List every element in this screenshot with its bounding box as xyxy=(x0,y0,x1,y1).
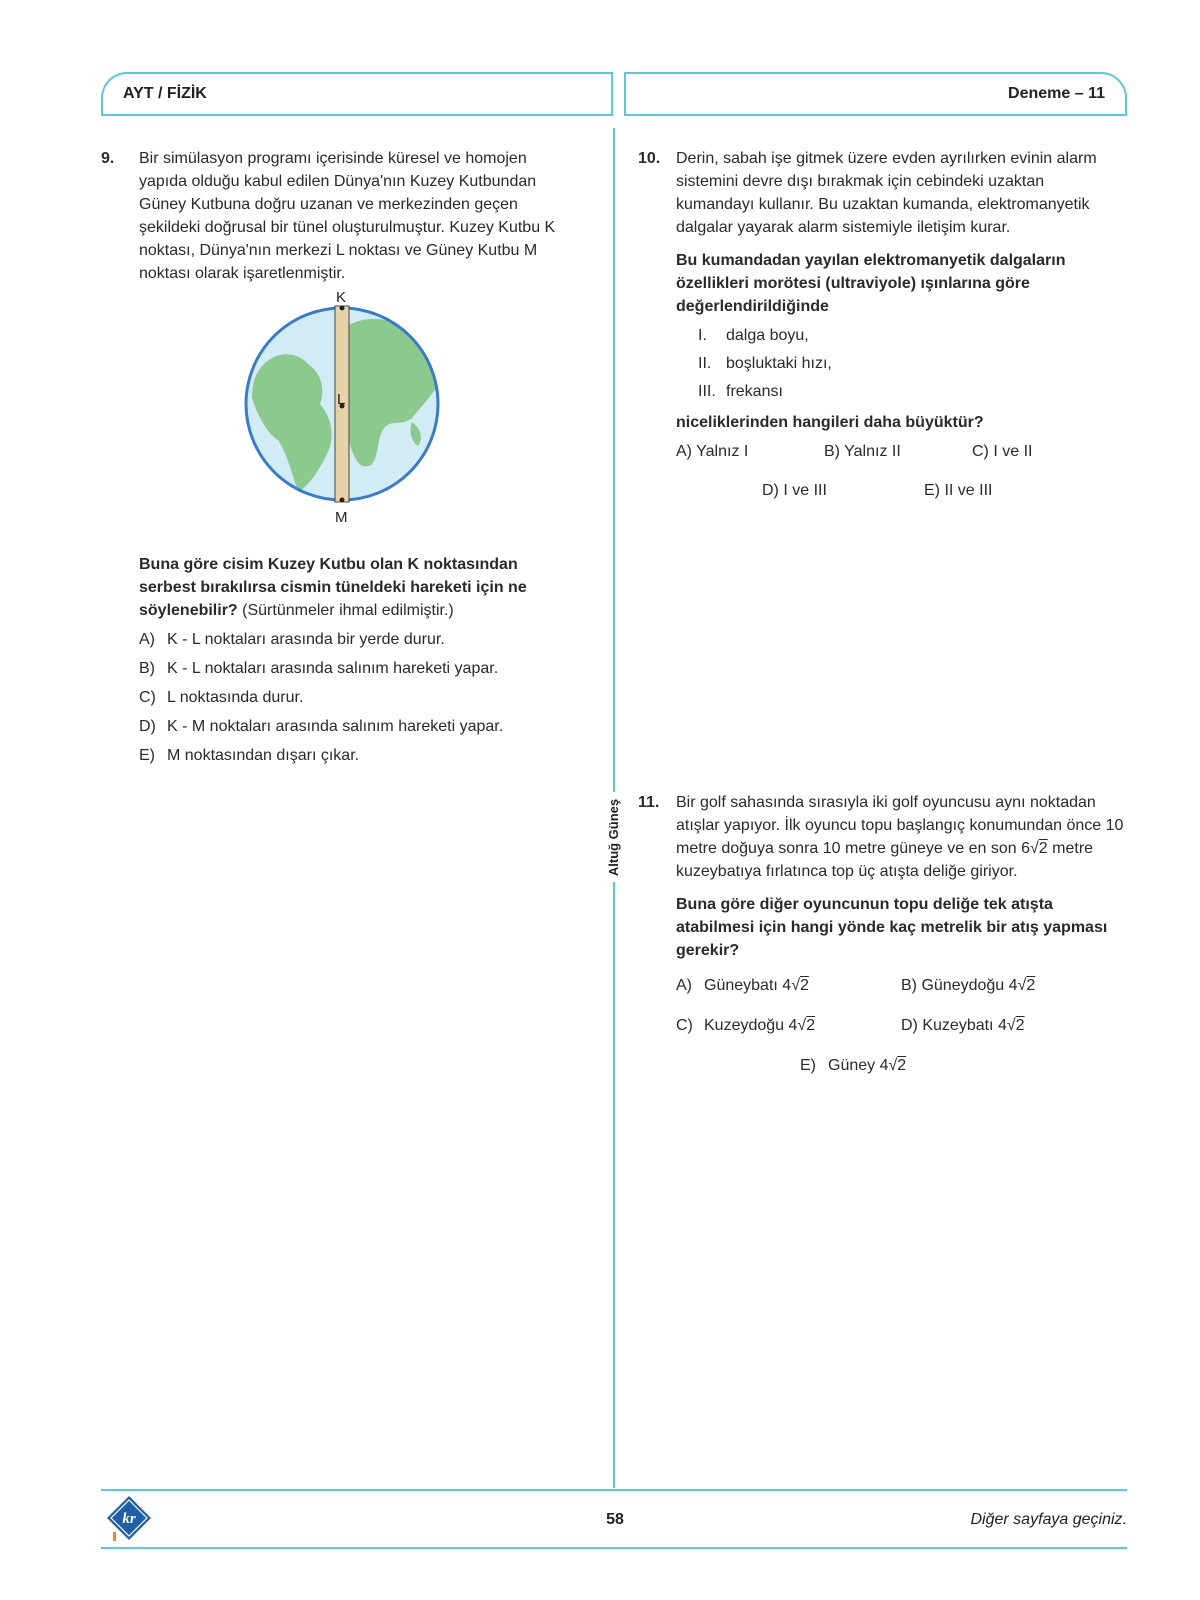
option-text: Güney xyxy=(828,1057,876,1074)
question-bold: Buna göre diğer oyuncunun topu deliğe tek atışta atabilmesi için hangi yönde kaç metrelik bir atış yapması gerekir? xyxy=(676,896,1108,959)
option-e[interactable] xyxy=(676,1054,1126,1077)
option-label: E) xyxy=(800,1057,816,1074)
coefficient: 6 xyxy=(1021,840,1031,857)
item-num: III. xyxy=(698,383,716,400)
radicand: 2 xyxy=(1026,977,1036,994)
option-label: D) xyxy=(901,1017,918,1034)
option-label: A) xyxy=(676,977,692,994)
question-bold: Bu kumandadan yayılan elektromanyetik dalgaların özellikleri morötesi (ultraviyole) ışınlarına göre değerlendirildiğinde xyxy=(676,252,1066,315)
option-label: C) xyxy=(676,1017,693,1034)
option-c[interactable] xyxy=(676,1014,901,1037)
radicand: 2 xyxy=(806,1017,816,1034)
question-number: 9. xyxy=(101,150,115,167)
label-m: M xyxy=(335,509,348,526)
option-label: B) xyxy=(901,977,917,994)
option-text: K - L noktaları arasında bir yerde durur. xyxy=(167,631,445,648)
option-text: Kuzeybatı xyxy=(922,1017,994,1034)
options-row-1 xyxy=(676,440,1120,463)
option-text: K - M noktaları arasında salınım hareketi yapar. xyxy=(167,718,504,735)
option-text: L noktasında durur. xyxy=(167,689,304,706)
subject-title: AYT / FİZİK xyxy=(123,85,207,102)
footer-bottom-line xyxy=(101,1547,1127,1549)
item-num: I. xyxy=(698,327,707,344)
question-11 xyxy=(638,791,1126,1077)
header-left-box xyxy=(101,72,611,116)
option-label: A) xyxy=(139,631,155,648)
question-9-prompt xyxy=(139,553,579,773)
option-text: Kuzeydoğu xyxy=(704,1017,785,1034)
option-text: M noktasından dışarı çıkar. xyxy=(167,747,360,764)
option-d[interactable]: D) I ve III xyxy=(762,482,827,499)
coefficient: 4 xyxy=(997,1017,1007,1034)
question-number: 11. xyxy=(638,794,660,811)
option-c[interactable]: C) I ve II xyxy=(972,443,1033,460)
option-text: K - L noktaları arasında salınım hareketi yapar. xyxy=(167,660,499,677)
sqrt-expression: 4√2 xyxy=(997,1017,1025,1034)
options-row-2 xyxy=(676,479,1120,502)
option-d[interactable] xyxy=(139,715,579,738)
option-b[interactable] xyxy=(901,974,1126,997)
sqrt-expression: 4√2 xyxy=(788,1017,816,1034)
item-ii xyxy=(698,352,1120,375)
radicand: 2 xyxy=(799,977,809,994)
header-right-box xyxy=(624,72,1127,116)
sqrt-expression: 4√2 xyxy=(879,1057,907,1074)
question-number: 10. xyxy=(638,150,661,167)
exam-title: Deneme – 11 xyxy=(1008,85,1105,102)
sqrt-expression: 4√2 xyxy=(1008,977,1036,994)
options-list xyxy=(139,628,579,767)
question-bold: Buna göre cisim Kuzey Kutbu olan K noktasından serbest bırakılırsa cismin tüneldeki hareketi için ne söylenebilir? xyxy=(139,556,527,619)
page-number: 58 xyxy=(606,1511,624,1528)
option-label: B) xyxy=(139,660,155,677)
option-a[interactable] xyxy=(676,974,901,997)
option-text: Güneydoğu xyxy=(921,977,1005,994)
question-text xyxy=(676,791,1126,883)
label-k: K xyxy=(336,292,347,306)
radicand: 2 xyxy=(1015,1017,1025,1034)
option-c[interactable] xyxy=(139,686,579,709)
roman-items xyxy=(698,324,1120,403)
question-text-part2: metre kuzeybatıya fırlatınca top üç atışta deliğe giriyor. xyxy=(676,840,1094,880)
option-b[interactable]: B) Yalnız II xyxy=(824,443,901,460)
question-note: (Sürtünmeler ihmal edilmiştir.) xyxy=(237,602,454,619)
sqrt-expression: 4√2 xyxy=(782,977,809,994)
logo-text: kr xyxy=(122,1511,136,1527)
option-text: Güneybatı xyxy=(704,977,778,994)
point-k-dot xyxy=(340,306,345,311)
question-text: Derin, sabah işe gitmek üzere evden ayrılırken evinin alarm sistemini devre dışı bırakmak için cebindeki uzaktan kumandayı kullanır. Bu uzaktan kumanda, elektromanyetik dalgalar yayarak alarm sistemiyle iletişim kurar. xyxy=(676,150,1097,236)
item-i xyxy=(698,324,1120,347)
footer-top-line xyxy=(101,1489,1127,1491)
option-d[interactable] xyxy=(901,1014,1126,1037)
sqrt-expression: 6√2 xyxy=(1021,840,1048,857)
point-m-dot xyxy=(340,498,345,503)
radicand: 2 xyxy=(1038,840,1048,857)
item-num: II. xyxy=(698,355,712,372)
coefficient: 4 xyxy=(879,1057,889,1074)
next-page-note: Diğer sayfaya geçiniz. xyxy=(970,1511,1127,1528)
item-text: dalga boyu, xyxy=(726,327,809,344)
radicand: 2 xyxy=(897,1057,907,1074)
item-text: boşluktaki hızı, xyxy=(726,355,832,372)
option-e[interactable] xyxy=(139,744,579,767)
option-label: E) xyxy=(139,747,155,764)
coefficient: 4 xyxy=(1008,977,1018,994)
label-l: L xyxy=(337,391,346,408)
author-label xyxy=(595,792,633,882)
item-text: frekansı xyxy=(726,383,783,400)
option-e[interactable]: E) II ve III xyxy=(924,482,993,499)
option-label: D) xyxy=(139,718,156,735)
question-end: niceliklerinden hangileri daha büyüktür? xyxy=(676,414,984,431)
question-10 xyxy=(638,147,1120,502)
coefficient: 4 xyxy=(788,1017,798,1034)
item-iii xyxy=(698,380,1120,403)
earth-tunnel-figure xyxy=(236,292,446,532)
question-text-part1: Bir golf sahasında sırasıyla iki golf oyuncusu aynı noktadan atışlar yapıyor. İlk oyuncu topu başlangıç konumundan önce 10 metre doğuya sonra 10 metre güneye ve en son xyxy=(676,794,1124,857)
publisher-logo xyxy=(105,1494,153,1542)
author-label-text: Altuğ Güneş xyxy=(606,798,622,876)
question-9 xyxy=(101,147,571,285)
option-label: C) xyxy=(139,689,156,706)
coefficient: 4 xyxy=(782,977,792,994)
option-a[interactable]: A) Yalnız I xyxy=(676,443,749,460)
options-grid xyxy=(676,974,1126,1054)
option-b[interactable] xyxy=(139,657,579,680)
option-a[interactable] xyxy=(139,628,579,651)
question-text: Bir simülasyon programı içerisinde küresel ve homojen yapıda olduğu kabul edilen Dünya'nın Kuzey Kutbundan Güney Kutbuna doğru uzanan ve merkezinden geçen şekildeki doğrusal bir tünel oluşturulmuştur. Kuzey Kutbu K noktası, Dünya'nın merkezi L noktası ve Güney Kutbu M noktası olarak işaretlenmiştir. xyxy=(139,150,556,282)
